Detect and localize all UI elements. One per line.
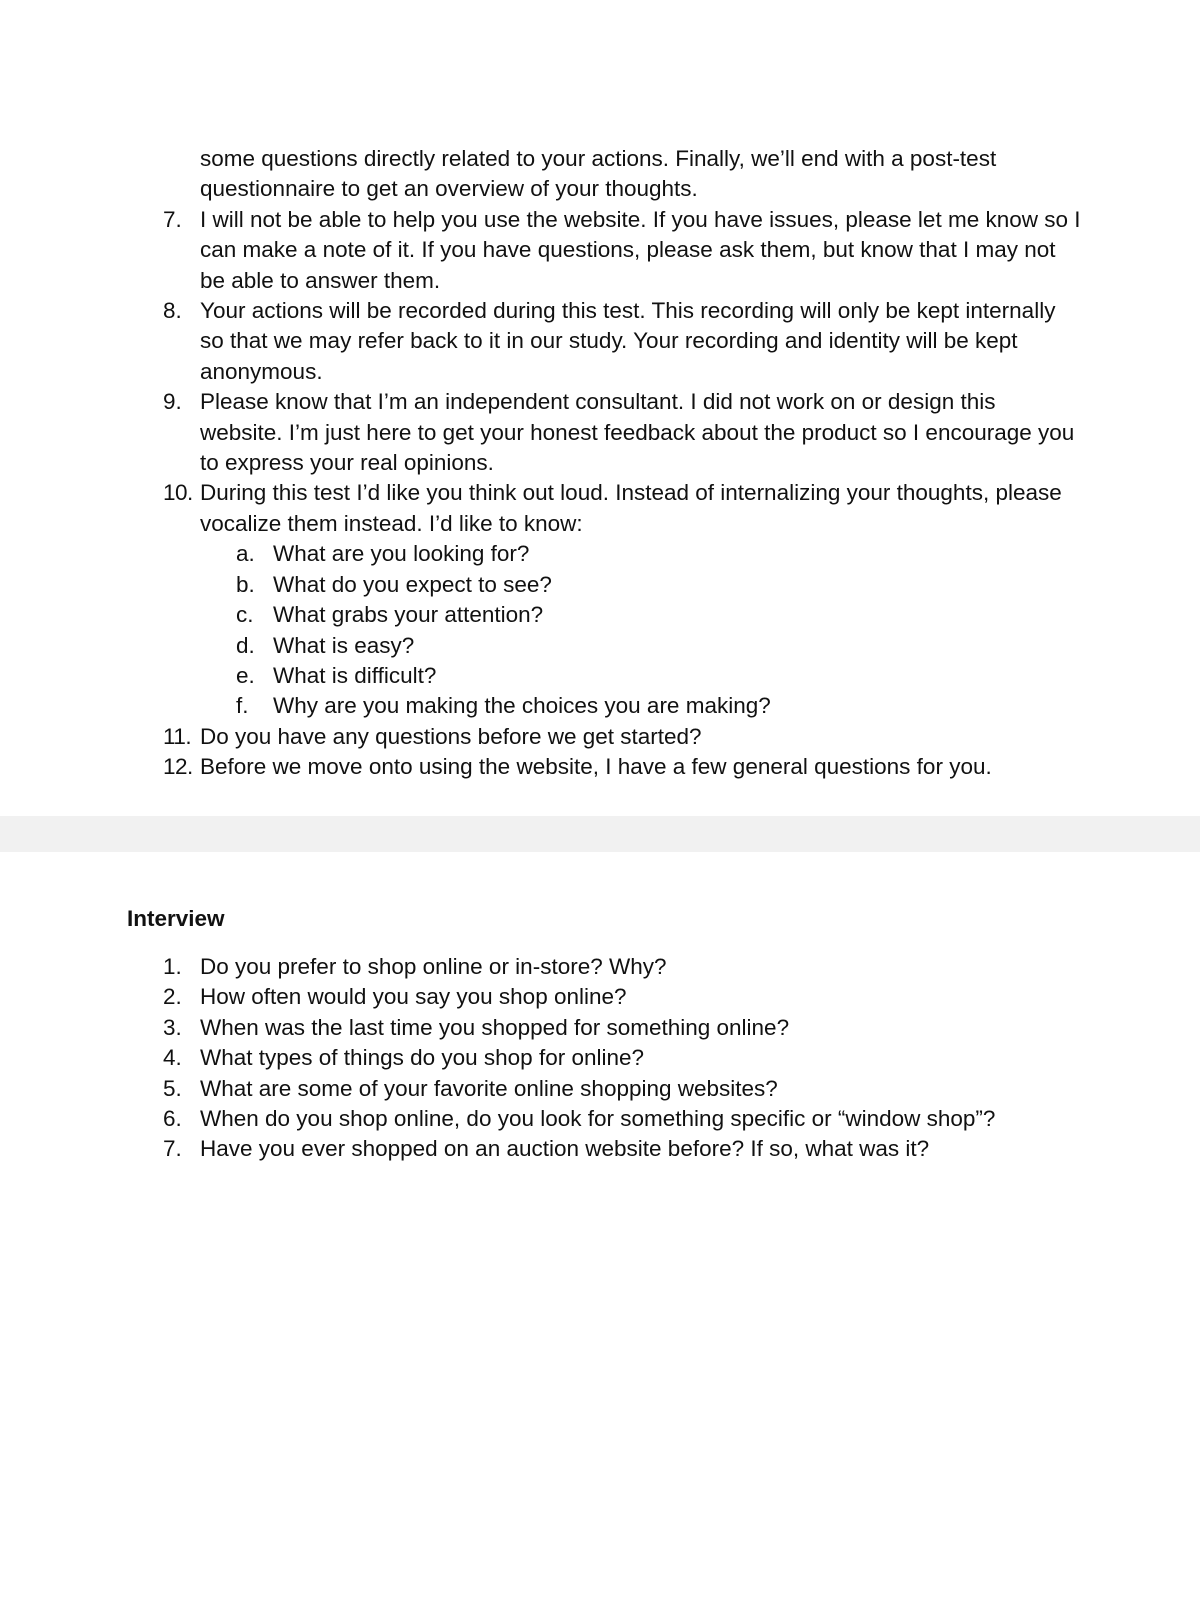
list-number: 6. bbox=[163, 1106, 182, 1132]
list-item bbox=[163, 478, 1083, 539]
list-number: 11. bbox=[163, 723, 192, 749]
list-item-text: Please know that I’m an independent consultant. I did not work on or design this website. I’m just here to get your honest feedback about the product so I encourage you to express your real opinions. bbox=[200, 389, 1075, 476]
sub-list-item bbox=[163, 600, 1083, 630]
list-item-text: Have you ever shopped on an auction website before? If so, what was it? bbox=[200, 1136, 930, 1162]
list-item bbox=[163, 752, 1083, 782]
sub-list-letter: f. bbox=[236, 693, 249, 719]
page-separator bbox=[0, 816, 1200, 852]
list-item-text: Your actions will be recorded during this test. This recording will only be kept internally so that we may refer back to it in our study. Your recording and identity will be kept anonymous. bbox=[200, 298, 1056, 384]
list-item-text: What are some of your favorite online shopping websites? bbox=[200, 1075, 778, 1101]
list-number: 9. bbox=[163, 389, 182, 415]
list-item bbox=[163, 1043, 1083, 1073]
sub-list-letter: e. bbox=[236, 662, 255, 688]
list-item bbox=[163, 1104, 1083, 1134]
sub-list-text: Why are you making the choices you are making? bbox=[273, 693, 771, 719]
list-item bbox=[163, 296, 1083, 387]
list-number: 3. bbox=[163, 1014, 182, 1040]
list-item-text: Do you prefer to shop online or in-store? Why? bbox=[200, 954, 667, 979]
list-number: 7. bbox=[163, 1136, 182, 1162]
sub-list-text: What is easy? bbox=[273, 632, 415, 658]
list-number: 8. bbox=[163, 298, 182, 324]
list-item bbox=[163, 952, 1083, 982]
list-item-text: How often would you say you shop online? bbox=[200, 984, 627, 1010]
list-number: 12. bbox=[163, 754, 193, 780]
sub-list-letter: b. bbox=[236, 571, 255, 597]
sub-list-text: What grabs your attention? bbox=[273, 602, 544, 628]
sub-list-text: What do you expect to see? bbox=[273, 571, 552, 597]
sub-list-text: What are you looking for? bbox=[273, 541, 530, 567]
sub-list-item bbox=[163, 661, 1083, 691]
list-item bbox=[163, 1134, 1083, 1164]
interview-question-list bbox=[163, 952, 1083, 1165]
list-number: 1. bbox=[163, 954, 182, 979]
list-item-text: When was the last time you shopped for something online? bbox=[200, 1014, 790, 1040]
sub-list-letter: d. bbox=[236, 632, 255, 658]
list-number: 2. bbox=[163, 984, 182, 1010]
page1-list bbox=[163, 144, 1083, 783]
list-item bbox=[163, 1013, 1083, 1043]
list-item bbox=[163, 982, 1083, 1012]
list-item-text: When do you shop online, do you look for something specific or “window shop”? bbox=[200, 1106, 996, 1132]
list-number: 5. bbox=[163, 1075, 182, 1101]
sub-list-item bbox=[163, 631, 1083, 661]
list-number: 7. bbox=[163, 206, 182, 232]
list-item-continuation: some questions directly related to your actions. Finally, we’ll end with a post-test questionnaire to get an overview of your thoughts. bbox=[200, 146, 997, 202]
list-item-text: Before we move onto using the website, I have a few general questions for you. bbox=[200, 754, 992, 780]
sub-list-letter: a. bbox=[236, 541, 255, 567]
sub-list-item bbox=[163, 539, 1083, 569]
list-number: 10. bbox=[163, 480, 193, 506]
section-heading-interview: Interview bbox=[127, 906, 225, 931]
sub-list-item bbox=[163, 691, 1083, 721]
list-item bbox=[163, 387, 1083, 478]
list-item-text: Do you have any questions before we get started? bbox=[200, 723, 702, 749]
sub-list-item bbox=[163, 570, 1083, 600]
list-item bbox=[163, 205, 1083, 296]
list-item-text: During this test I’d like you think out loud. Instead of internalizing your thoughts, please vocalize them instead. I’d like to know: bbox=[200, 480, 1062, 536]
sub-list-letter: c. bbox=[236, 602, 254, 628]
list-number: 4. bbox=[163, 1045, 182, 1071]
list-item-text: I will not be able to help you use the website. If you have issues, please let me know so I can make a note of it. If you have questions, please ask them, but know that I may not be able to answer them. bbox=[200, 206, 1081, 293]
list-item bbox=[163, 722, 1083, 752]
sub-list-text: What is difficult? bbox=[273, 662, 437, 688]
list-item-text: What types of things do you shop for online? bbox=[200, 1045, 645, 1071]
list-item bbox=[163, 1074, 1083, 1104]
